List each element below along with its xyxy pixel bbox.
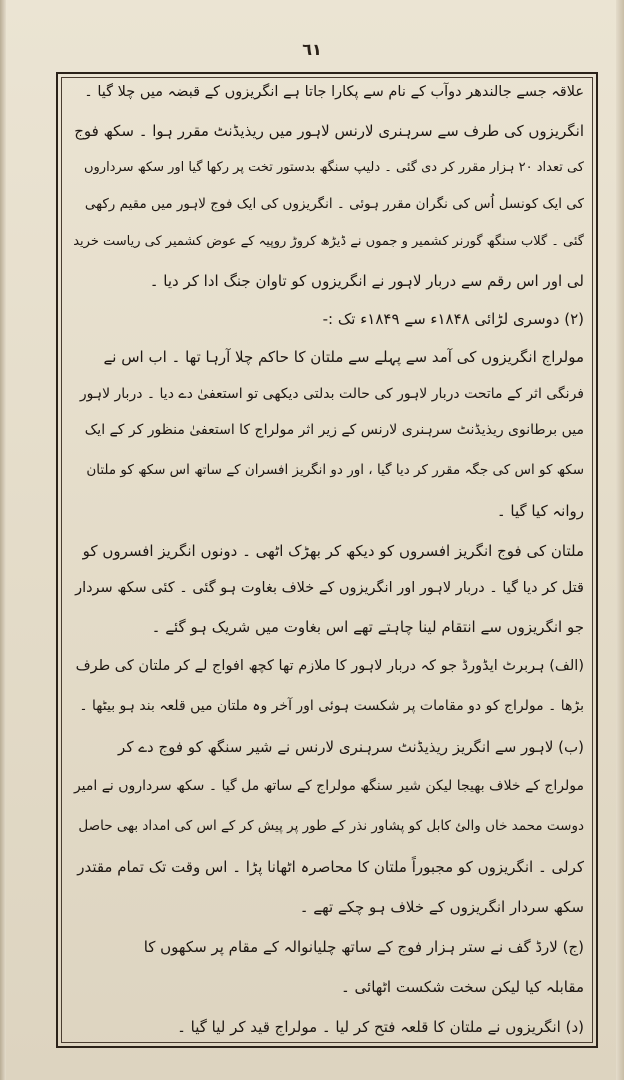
text-line: کی ایک کونسل اُس کی نگران مقرر ہوئی ۔ انگریزوں کی ایک فوج لاہور میں مقیم رکھی	[84, 196, 584, 212]
text-line: گئی ۔ گلاب سنگھ گورنر کشمیر و جموں نے ڈیڑھ کروڑ روپیہ کے عوض کشمیر کی ریاست خرید	[73, 234, 584, 249]
text-line: قتل کر دیا گیا ۔ دربار لاہور اور انگریزوں کے خلاف بغاوت ہو گئی ۔ کئی سکھ سردار	[75, 580, 584, 596]
text-line: سکھ کو اس کی جگہ مقرر کر دیا گیا ، اور دو انگریز افسران کے ساتھ اس سکھ کو ملتان	[86, 462, 584, 478]
text-line: (ب) لاہور سے انگریز ریذیڈنٹ سرہنری لارنس نے شیر سنگھ کو فوج دے کر	[118, 738, 584, 756]
text-line: جو انگریزوں سے انتقام لینا چاہتے تھے اس بغاوت میں شریک ہو گئے ۔	[151, 618, 584, 636]
text-line: (ج) لارڈ گف نے ستر ہزار فوج کے ساتھ چلیانوالہ کے مقام پر سکھوں کا	[143, 938, 584, 956]
section-heading: (۲) دوسری لڑائی ۱۸۴۸ء سے ۱۸۴۹ء تک :-	[322, 310, 584, 328]
text-line: روانہ کیا گیا ۔	[496, 502, 584, 520]
text-line: فرنگی اثر کے ماتحت دربار لاہور کی حالت بدلتی دیکھی تو استعفیٰ دے دیا ۔ دربار لاہور	[79, 386, 584, 402]
text-line: بڑھا ۔ مولراج کو دو مقامات پر شکست ہوئی اور آخر وہ ملتان میں قلعہ بند ہو بیٹھا ۔	[79, 698, 584, 714]
text-line: انگریزوں کی طرف سے سرہنری لارنس لاہور میں ریذیڈنٹ مقرر ہوا ۔ سکھ فوج	[74, 122, 584, 140]
text-line: دوست محمد خاں والئ کابل کو پشاور نذر کے طور پر پیش کر کے اس کی امداد بھی حاصل	[78, 818, 584, 834]
page-left-edge-shadow	[0, 0, 6, 1080]
text-line: مولراج انگریزوں کی آمد سے پہلے سے ملتان کا حاکم چلا آرہا تھا ۔ اب اس نے	[103, 348, 584, 366]
text-line: ملتان کی فوج انگریز افسروں کو دیکھ کر بھڑک اٹھی ۔ دونوں انگریز افسروں کو	[82, 542, 584, 560]
text-line: میں برطانوی ریذیڈنٹ سرہنری لارنس کے زیر اثر مولراج کا استعفیٰ منظور کر کے ایک	[84, 422, 584, 438]
text-line: علاقہ جسے جالندھر دوآب کے نام سے پکارا جاتا ہے انگریزوں کے قبضہ میں چلا گیا ۔	[84, 84, 584, 100]
text-line: (د) انگریزوں نے ملتان کا قلعہ فتح کر لیا ۔ مولراج قید کر لیا گیا ۔	[177, 1018, 584, 1036]
text-line: (الف) ہربرٹ ایڈورڈ جو کہ دربار لاہور کا ملازم تھا کچھ افواج لے کر ملتان کی طرف	[75, 658, 584, 674]
page-number: ٦١	[302, 40, 322, 59]
text-line: کی تعداد ۲۰ ہزار مقرر کر دی گئی ۔ دلیپ سنگھ بدستور تخت پر رکھا گیا اور سکھ سرداروں	[83, 160, 584, 175]
text-line: لی اور اس رقم سے دربار لاہور نے انگریزوں کو تاوان جنگ ادا کر دیا ۔	[149, 272, 584, 290]
page-right-edge-shadow	[616, 0, 624, 1080]
text-line: مقابلہ کیا لیکن سخت شکست اٹھائی ۔	[340, 978, 584, 996]
text-line: سکھ سردار انگریزوں کے خلاف ہو چکے تھے ۔	[299, 898, 584, 916]
text-line: مولراج کے خلاف بھیجا لیکن شیر سنگھ مولراج کے ساتھ مل گیا ۔ سکھ سرداروں نے امیر	[73, 778, 584, 794]
text-line: کرلی ۔ انگریزوں کو مجبوراً ملتان کا محاصرہ اٹھانا پڑا ۔ اس وقت تک تمام مقتدر	[77, 858, 584, 876]
